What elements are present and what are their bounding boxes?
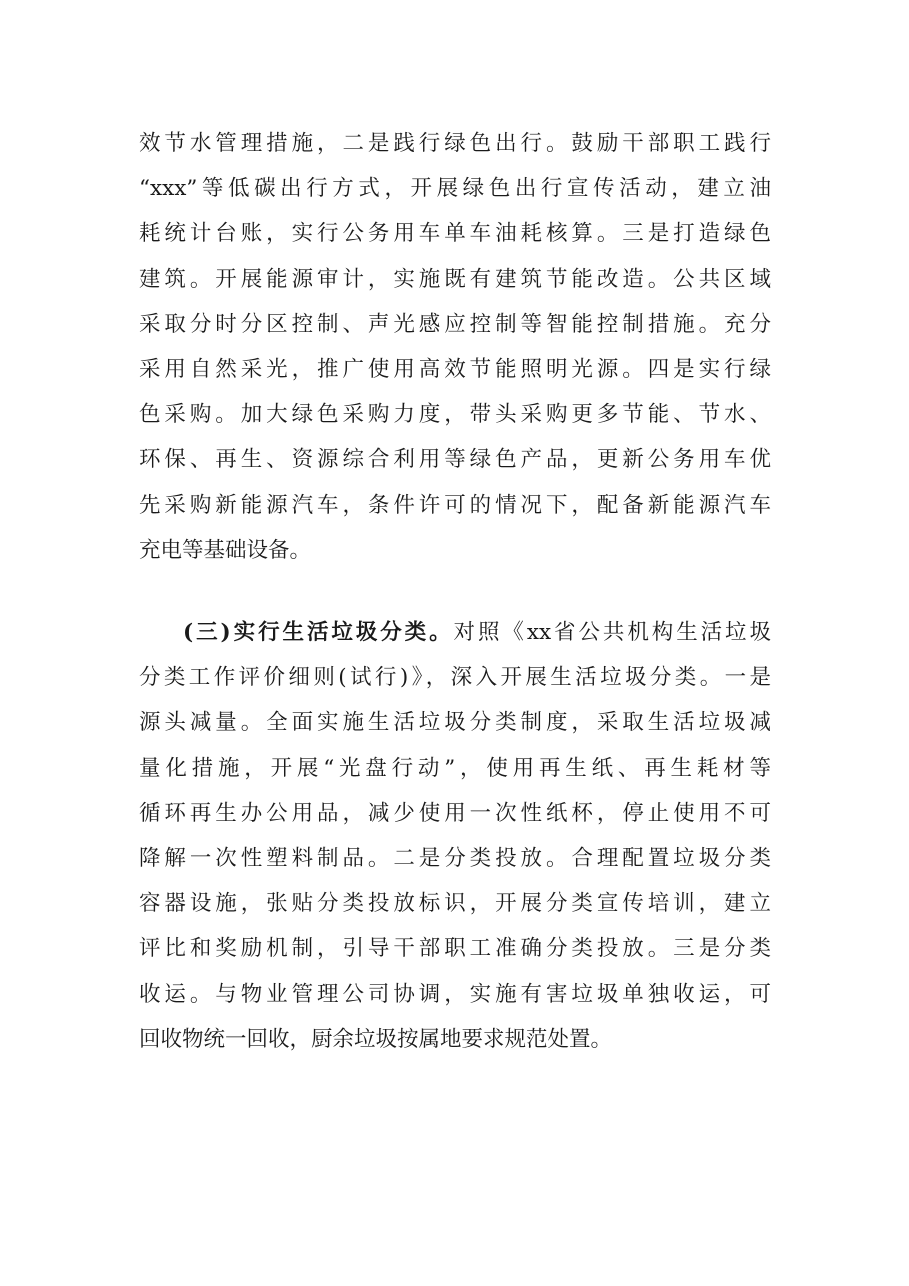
text-line: 循环再生办公用品，减少使用一次性纸杯，停止使用不可 [139,800,771,826]
text-line: 量化措施，开展“光盘行动”，使用再生纸、再生耗材等 [139,755,771,781]
heading-continuation: 对照《xx省公共机构生活垃圾 [453,620,771,645]
text-line: 容器设施，张贴分类投放标识，开展分类宣传培训，建立 [139,891,771,917]
text-line: 采用自然采光，推广使用高效节能照明光源。四是实行绿 [139,356,771,382]
paragraph-energy-saving [139,121,771,573]
text-line: 源头减量。全面实施生活垃圾分类制度，采取生活垃圾减 [139,710,771,736]
text-line: “xxx”等低碳出行方式，开展绿色出行宣传活动，建立油 [139,176,771,202]
text-line: 回收物统一回收，厨余垃圾按属地要求规范处置。 [139,1026,613,1052]
text-line: 效节水管理措施，二是践行绿色出行。鼓励干部职工践行 [139,131,771,156]
text-line: 建筑。开展能源审计，实施既有建筑节能改造。公共区域 [139,266,771,292]
section-heading: (三)实行生活垃圾分类。 [183,620,454,645]
paragraph-first-line [139,610,771,655]
text-line: 采取分时分区控制、声光感应控制等智能控制措施。充分 [139,311,771,337]
text-line: 环保、再生、资源综合利用等绿色产品，更新公务用车优 [139,447,771,473]
text-line: 收运。与物业管理公司协调，实施有害垃圾单独收运，可 [139,981,771,1007]
text-line: 降解一次性塑料制品。二是分类投放。合理配置垃圾分类 [139,845,771,871]
text-line: 耗统计台账，实行公务用车单车油耗核算。三是打造绿色 [139,221,771,247]
text-line: 评比和奖励机制，引导干部职工准确分类投放。三是分类 [139,936,771,962]
text-line: 色采购。加大绿色采购力度，带头采购更多节能、节水、 [139,402,771,428]
text-line: 先采购新能源汽车，条件许可的情况下，配备新能源汽车 [139,492,771,518]
text-line: 分类工作评价细则(试行)》，深入开展生活垃圾分类。一是 [139,665,771,691]
text-line: 充电等基础设备。 [139,537,312,563]
paragraph-waste-sorting [139,610,771,1062]
